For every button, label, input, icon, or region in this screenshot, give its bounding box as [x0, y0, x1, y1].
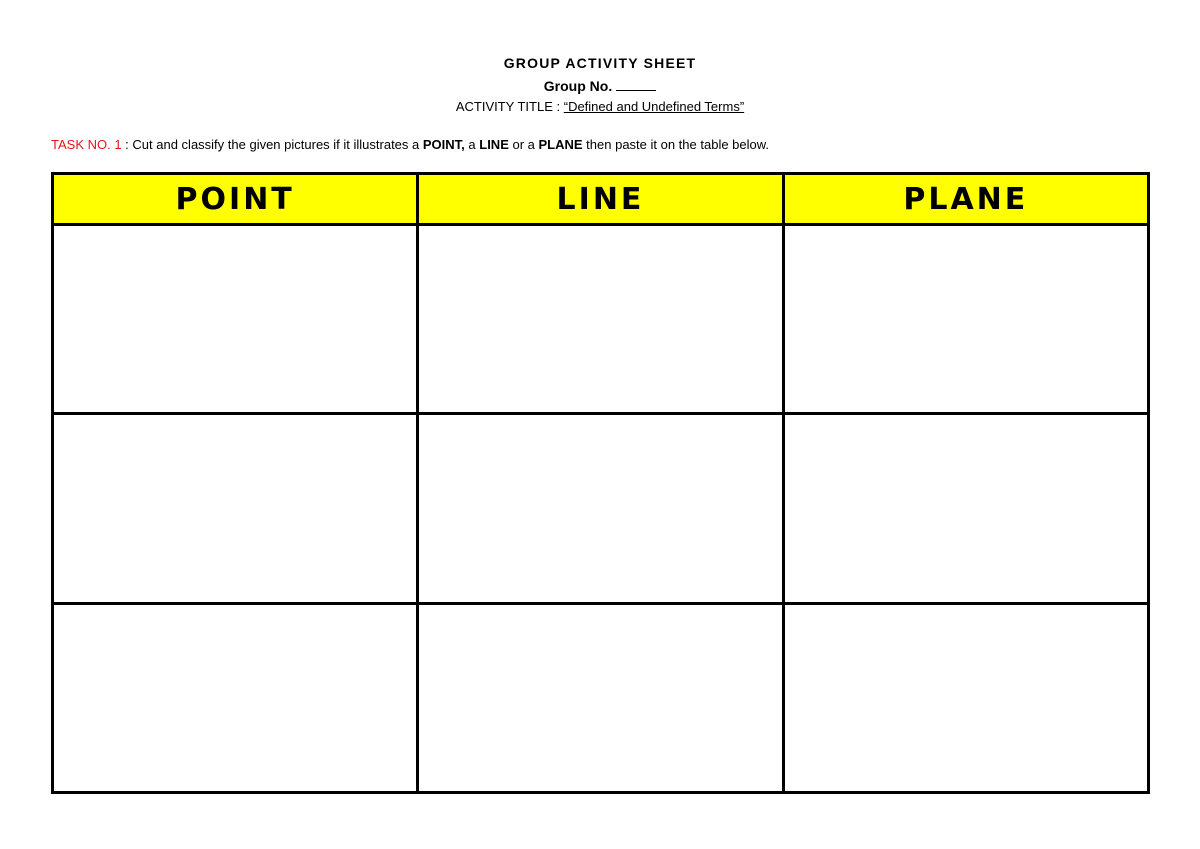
point-cell[interactable] [53, 414, 418, 603]
task-term-point: POINT, [422, 137, 465, 152]
task-text-4: then paste it on the table below. [582, 137, 770, 152]
plane-cell[interactable] [783, 603, 1148, 792]
task-number-label: TASK NO. 1 [51, 137, 122, 152]
point-cell[interactable] [53, 603, 418, 792]
table-row [53, 603, 1149, 792]
plane-cell[interactable] [783, 225, 1148, 414]
task-text-3: or a [508, 137, 539, 152]
task-text-2: a [464, 137, 480, 152]
line-cell[interactable] [418, 603, 783, 792]
task-term-plane: PLANE [538, 137, 583, 152]
line-cell[interactable] [418, 414, 783, 603]
task-text-1: Cut and classify the given pictures if it illustrates a [132, 137, 423, 152]
group-number-line [0, 77, 1200, 95]
column-header-line: LINE [418, 174, 783, 225]
task-colon: : [121, 137, 133, 152]
column-header-point: POINT [53, 174, 418, 225]
classification-table-wrapper [51, 172, 1150, 794]
line-cell[interactable] [418, 225, 783, 414]
sheet-title: GROUP ACTIVITY SHEET [503, 55, 697, 71]
task-term-line: LINE [479, 137, 509, 152]
table-header-row [53, 174, 1149, 225]
table-row [53, 225, 1149, 414]
group-number-label: Group No. [543, 78, 613, 94]
group-number-blank[interactable] [616, 78, 656, 91]
activity-title-label: ACTIVITY TITLE : [455, 99, 561, 114]
activity-title-value: “Defined and Undefined Terms” [563, 99, 745, 114]
point-cell[interactable] [53, 225, 418, 414]
classification-table [51, 172, 1150, 794]
activity-title-line [0, 98, 1200, 116]
task-instruction [51, 136, 769, 154]
table-row [53, 414, 1149, 603]
column-header-plane: PLANE [783, 174, 1148, 225]
plane-cell[interactable] [783, 414, 1148, 603]
